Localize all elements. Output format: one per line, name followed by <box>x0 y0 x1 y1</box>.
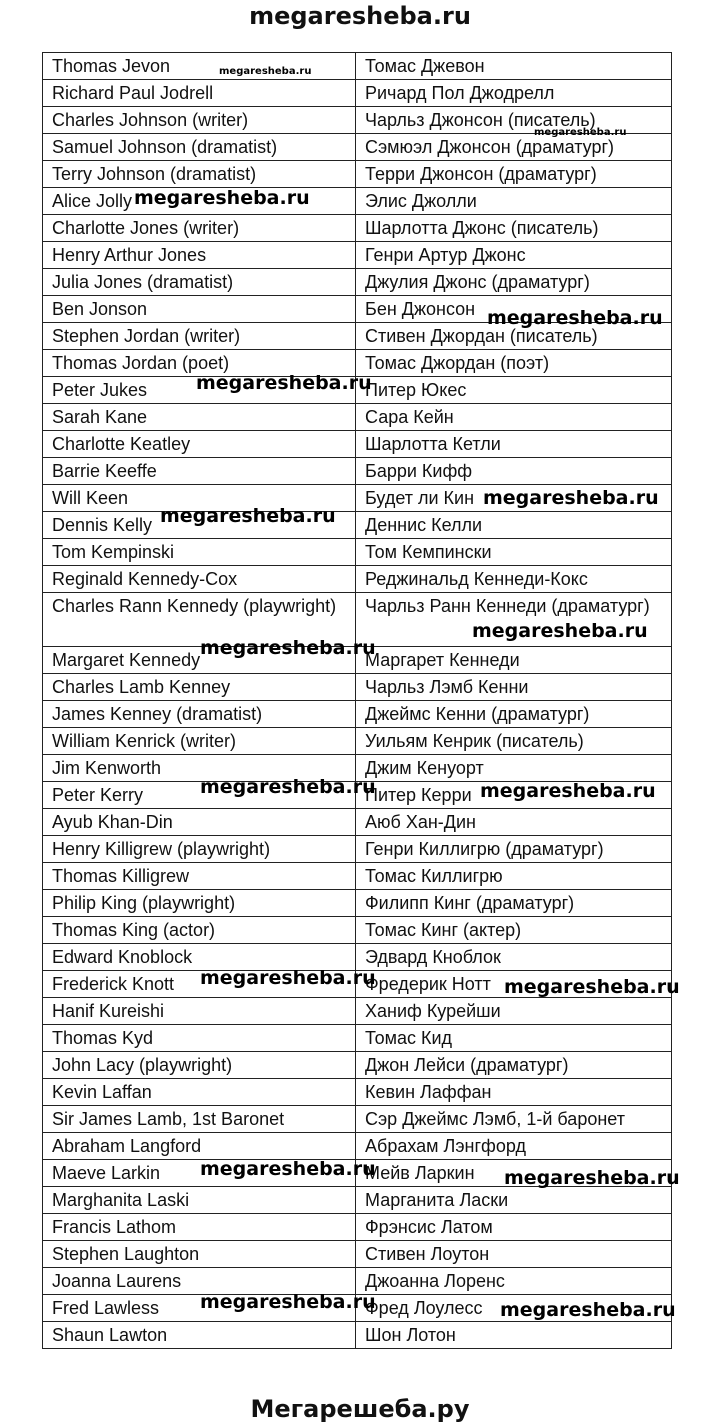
english-name-cell: Charles Johnson (writer) <box>43 107 356 134</box>
english-name-cell: Edward Knoblock <box>43 944 356 971</box>
english-name-cell: Thomas Killigrew <box>43 863 356 890</box>
table-row <box>43 863 672 890</box>
russian-name-cell: Джеймс Кенни (драматург) <box>356 701 672 728</box>
russian-name-cell: Томас Кинг (актер) <box>356 917 672 944</box>
english-name-cell: Thomas Jordan (poet) <box>43 350 356 377</box>
english-name-cell: Charles Lamb Kenney <box>43 674 356 701</box>
english-name-cell: Henry Arthur Jones <box>43 242 356 269</box>
english-name-cell: James Kenney (dramatist) <box>43 701 356 728</box>
russian-name-cell: Чарльз Лэмб Кенни <box>356 674 672 701</box>
english-name-cell: Alice Jolly <box>43 188 356 215</box>
table-row <box>43 1106 672 1133</box>
english-name-cell: Philip King (playwright) <box>43 890 356 917</box>
table-row <box>43 809 672 836</box>
watermark: megaresheba.ru <box>487 307 663 329</box>
english-name-cell: Margaret Kennedy <box>43 647 356 674</box>
table-row <box>43 1079 672 1106</box>
names-table-body <box>43 53 672 1349</box>
english-name-cell: Henry Killigrew (playwright) <box>43 836 356 863</box>
english-name-cell: Maeve Larkin <box>43 1160 356 1187</box>
watermark: megaresheba.ru <box>200 1158 376 1180</box>
russian-name-cell: Шон Лотон <box>356 1322 672 1349</box>
watermark: megaresheba.ru <box>483 487 659 509</box>
table-row <box>43 566 672 593</box>
table-row <box>43 269 672 296</box>
russian-name-cell: Маргарет Кеннеди <box>356 647 672 674</box>
russian-name-cell: Фрэнсис Латом <box>356 1214 672 1241</box>
english-name-cell: Terry Johnson (dramatist) <box>43 161 356 188</box>
table-row <box>43 917 672 944</box>
english-name-cell: Francis Lathom <box>43 1214 356 1241</box>
russian-name-cell: Томас Джевон <box>356 53 672 80</box>
table-row <box>43 539 672 566</box>
english-name-cell: Barrie Keeffe <box>43 458 356 485</box>
russian-name-cell: Джим Кенуорт <box>356 755 672 782</box>
table-row <box>43 80 672 107</box>
english-name-cell: Kevin Laffan <box>43 1079 356 1106</box>
russian-name-cell: Питер Керри <box>356 782 672 809</box>
english-name-cell: Dennis Kelly <box>43 512 356 539</box>
site-header: megaresheba.ru <box>249 2 471 30</box>
watermark: megaresheba.ru <box>500 1299 676 1321</box>
russian-name-cell: Сэмюэл Джонсон (драматург) <box>356 134 672 161</box>
russian-name-cell: Сара Кейн <box>356 404 672 431</box>
english-name-cell: Reginald Kennedy-Cox <box>43 566 356 593</box>
russian-name-cell: Фред Лоулесс <box>356 1295 672 1322</box>
table-row <box>43 1133 672 1160</box>
russian-name-cell: Филипп Кинг (драматург) <box>356 890 672 917</box>
russian-name-cell: Сэр Джеймс Лэмб, 1-й баронет <box>356 1106 672 1133</box>
english-name-cell: Shaun Lawton <box>43 1322 356 1349</box>
english-name-cell: John Lacy (playwright) <box>43 1052 356 1079</box>
russian-name-cell: Том Кемпински <box>356 539 672 566</box>
table-row <box>43 728 672 755</box>
names-table <box>42 52 672 1349</box>
russian-name-cell: Фредерик Нотт <box>356 971 672 998</box>
table-row <box>43 215 672 242</box>
watermark: megaresheba.ru <box>504 976 680 998</box>
russian-name-cell: Ханиф Курейши <box>356 998 672 1025</box>
watermark: megaresheba.ru <box>472 620 648 642</box>
russian-name-cell: Генри Артур Джонс <box>356 242 672 269</box>
russian-name-cell: Элис Джолли <box>356 188 672 215</box>
russian-name-cell: Шарлотта Кетли <box>356 431 672 458</box>
english-name-cell: Samuel Johnson (dramatist) <box>43 134 356 161</box>
russian-name-cell: Ричард Пол Джодрелл <box>356 80 672 107</box>
russian-name-cell: Бен Джонсон <box>356 296 672 323</box>
table-row <box>43 1322 672 1349</box>
english-name-cell: Sir James Lamb, 1st Baronet <box>43 1106 356 1133</box>
table-row <box>43 998 672 1025</box>
watermark: megaresheba.ru <box>200 967 376 989</box>
watermark: megaresheba.ru <box>200 637 376 659</box>
table-row <box>43 161 672 188</box>
english-name-cell: Richard Paul Jodrell <box>43 80 356 107</box>
russian-name-cell: Джоанна Лоренс <box>356 1268 672 1295</box>
english-name-cell: William Kenrick (writer) <box>43 728 356 755</box>
english-name-cell: Charlotte Keatley <box>43 431 356 458</box>
russian-name-cell: Джулия Джонс (драматург) <box>356 269 672 296</box>
table-row <box>43 701 672 728</box>
watermark: megaresheba.ru <box>504 1167 680 1189</box>
english-name-cell: Hanif Kureishi <box>43 998 356 1025</box>
english-name-cell: Fred Lawless <box>43 1295 356 1322</box>
russian-name-cell: Чарльз Ранн Кеннеди (драматург) <box>356 593 672 647</box>
table-row <box>43 836 672 863</box>
table-row <box>43 404 672 431</box>
russian-name-cell: Терри Джонсон (драматург) <box>356 161 672 188</box>
table-row <box>43 53 672 80</box>
russian-name-cell: Джон Лейси (драматург) <box>356 1052 672 1079</box>
russian-name-cell: Марганита Ласки <box>356 1187 672 1214</box>
watermark: megaresheba.ru <box>200 776 376 798</box>
english-name-cell: Sarah Kane <box>43 404 356 431</box>
russian-name-cell: Стивен Джордан (писатель) <box>356 323 672 350</box>
site-footer: Мегарешеба.ру <box>250 1395 470 1423</box>
russian-name-cell: Барри Кифф <box>356 458 672 485</box>
russian-name-cell: Аюб Хан-Дин <box>356 809 672 836</box>
table-row <box>43 512 672 539</box>
russian-name-cell: Шарлотта Джонс (писатель) <box>356 215 672 242</box>
english-name-cell: Frederick Knott <box>43 971 356 998</box>
russian-name-cell: Томас Кид <box>356 1025 672 1052</box>
english-name-cell: Joanna Laurens <box>43 1268 356 1295</box>
english-name-cell: Peter Kerry <box>43 782 356 809</box>
russian-name-cell: Деннис Келли <box>356 512 672 539</box>
russian-name-cell: Будет ли Кин <box>356 485 672 512</box>
watermark: megaresheba.ru <box>160 505 336 527</box>
watermark: megaresheba.ru <box>219 66 312 77</box>
russian-name-cell: Мейв Ларкин <box>356 1160 672 1187</box>
english-name-cell: Ben Jonson <box>43 296 356 323</box>
russian-name-cell: Реджинальд Кеннеди-Кокс <box>356 566 672 593</box>
watermark: megaresheba.ru <box>200 1291 376 1313</box>
english-name-cell: Thomas Kyd <box>43 1025 356 1052</box>
table-row <box>43 890 672 917</box>
watermark: megaresheba.ru <box>480 780 656 802</box>
english-name-cell: Tom Kempinski <box>43 539 356 566</box>
russian-name-cell: Уильям Кенрик (писатель) <box>356 728 672 755</box>
russian-name-cell: Питер Юкес <box>356 377 672 404</box>
english-name-cell: Thomas King (actor) <box>43 917 356 944</box>
english-name-cell: Charlotte Jones (writer) <box>43 215 356 242</box>
english-name-cell: Stephen Jordan (writer) <box>43 323 356 350</box>
table-row <box>43 1241 672 1268</box>
english-name-cell: Ayub Khan-Din <box>43 809 356 836</box>
table-row <box>43 1214 672 1241</box>
russian-name-cell: Стивен Лоутон <box>356 1241 672 1268</box>
english-name-cell: Charles Rann Kennedy (playwright) <box>43 593 356 647</box>
english-name-cell: Will Keen <box>43 485 356 512</box>
russian-name-cell: Эдвард Кноблок <box>356 944 672 971</box>
table-row <box>43 674 672 701</box>
english-name-cell: Thomas Jevon <box>43 53 356 80</box>
russian-name-cell: Генри Киллигрю (драматург) <box>356 836 672 863</box>
english-name-cell: Stephen Laughton <box>43 1241 356 1268</box>
table-row <box>43 242 672 269</box>
table-row <box>43 1187 672 1214</box>
watermark: megaresheba.ru <box>134 187 310 209</box>
table-row <box>43 1025 672 1052</box>
english-name-cell: Marghanita Laski <box>43 1187 356 1214</box>
watermark: megaresheba.ru <box>534 127 627 138</box>
russian-name-cell: Томас Киллигрю <box>356 863 672 890</box>
english-name-cell: Abraham Langford <box>43 1133 356 1160</box>
table-row <box>43 431 672 458</box>
table-row <box>43 458 672 485</box>
russian-name-cell: Томас Джордан (поэт) <box>356 350 672 377</box>
english-name-cell: Peter Jukes <box>43 377 356 404</box>
russian-name-cell: Абрахам Лэнгфорд <box>356 1133 672 1160</box>
russian-name-cell: Чарльз Джонсон (писатель) <box>356 107 672 134</box>
watermark: megaresheba.ru <box>196 372 372 394</box>
russian-name-cell: Кевин Лаффан <box>356 1079 672 1106</box>
table-row <box>43 1052 672 1079</box>
english-name-cell: Jim Kenworth <box>43 755 356 782</box>
english-name-cell: Julia Jones (dramatist) <box>43 269 356 296</box>
